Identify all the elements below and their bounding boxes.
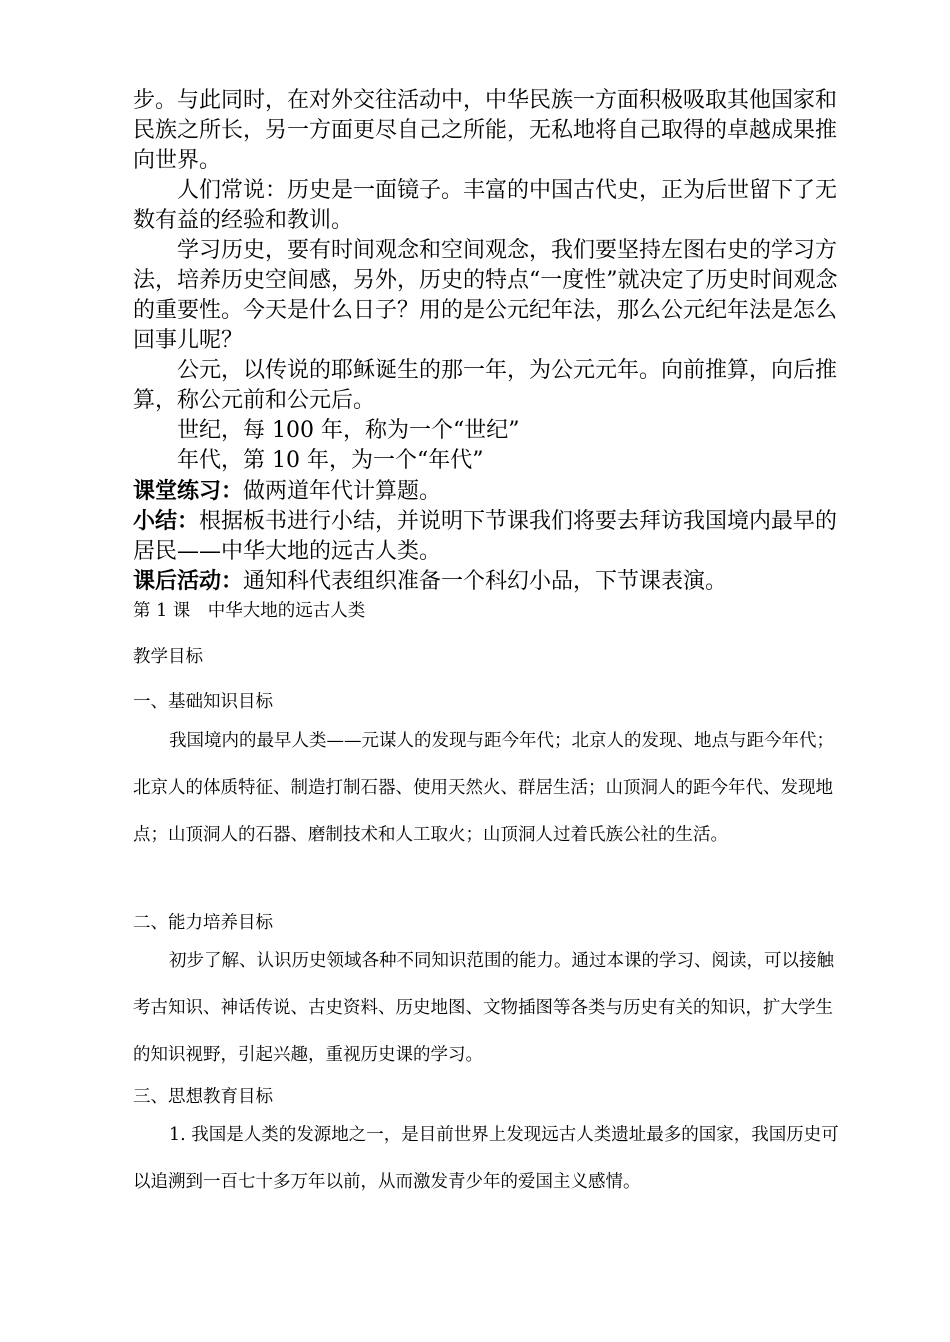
section-2-text: 初步了解、认识历史领域各种不同知识范围的能力。通过本课的学习、阅读，可以接触考古知识、神话传说、古史资料、历史地图、文物插图等各类与历史有关的知识，扩大学生的知识视野，引起兴趣，重视历史课的学习。 [133, 951, 834, 1065]
after-class-line [133, 566, 845, 597]
practice-text: 做两道年代计算题。 [243, 479, 442, 504]
objectives-heading: 教学目标 [133, 647, 203, 667]
summary-paragraph [133, 506, 845, 567]
section-1-text: 我国境内的最早人类——元谋人的发现与距今年代；北京人的发现、地点与距今年代；北京人的体质特征、制造打制石器、使用天然火、群居生活；山顶洞人的距今年代、发现地点；山顶洞人的石器、磨制技术和人工取火；山顶洞人过着氏族公社的生活。 [133, 731, 834, 845]
summary-label: 小结： [133, 508, 200, 534]
practice-line [133, 476, 845, 507]
intro-paragraph-2: 人们常说：历史是一面镜子。丰富的中国古代史，正为后世留下了无数有益的经验和教训。 [133, 178, 838, 233]
practice-label: 课堂练习： [133, 478, 244, 504]
intro-paragraph-3: 学习历史，要有时间观念和空间观念，我们要坚持左图右史的学习方法，培养历史空间感，另外，历史的特点“一度性”就决定了历史时间观念的重要性。今天是什么日子？用的是公元纪年法，那么公元纪年法是怎么回事儿呢？ [133, 238, 838, 353]
after-class-text: 通知科代表组织准备一个科幻小品，下节课表演。 [243, 569, 728, 594]
section-3-heading: 三、思想教育目标 [133, 1087, 273, 1107]
summary-text: 根据板书进行小结，并说明下节课我们将要去拜访我国境内最早的居民——中华大地的远古人类。 [133, 509, 838, 564]
intro-paragraph-4: 公元，以传说的耶稣诞生的那一年，为公元元年。向前推算，向后推算，称公元前和公元后。 [133, 358, 838, 413]
section-2-heading: 二、能力培养目标 [133, 913, 273, 933]
intro-paragraph-1: 步。与此同时，在对外交往活动中，中华民族一方面积极吸取其他国家和民族之所长，另一方面更尽自己之所能，无私地将自己取得的卓越成果推向世界。 [133, 88, 838, 173]
lesson-title: 第 1 课 中华大地的远古人类 [133, 601, 366, 621]
section-1-heading: 一、基础知识目标 [133, 692, 273, 712]
intro-paragraph-5: 世纪，每 100 年，称为一个“世纪” [177, 418, 520, 443]
intro-paragraph-6: 年代，第 10 年，为一个“年代” [177, 448, 484, 473]
after-class-label: 课后活动： [133, 568, 244, 594]
section-3-text: 1. 我国是人类的发源地之一，是目前世界上发现远古人类遗址最多的国家，我国历史可以追溯到一百七十多万年以前，从而激发青少年的爱国主义感情。 [133, 1125, 839, 1192]
